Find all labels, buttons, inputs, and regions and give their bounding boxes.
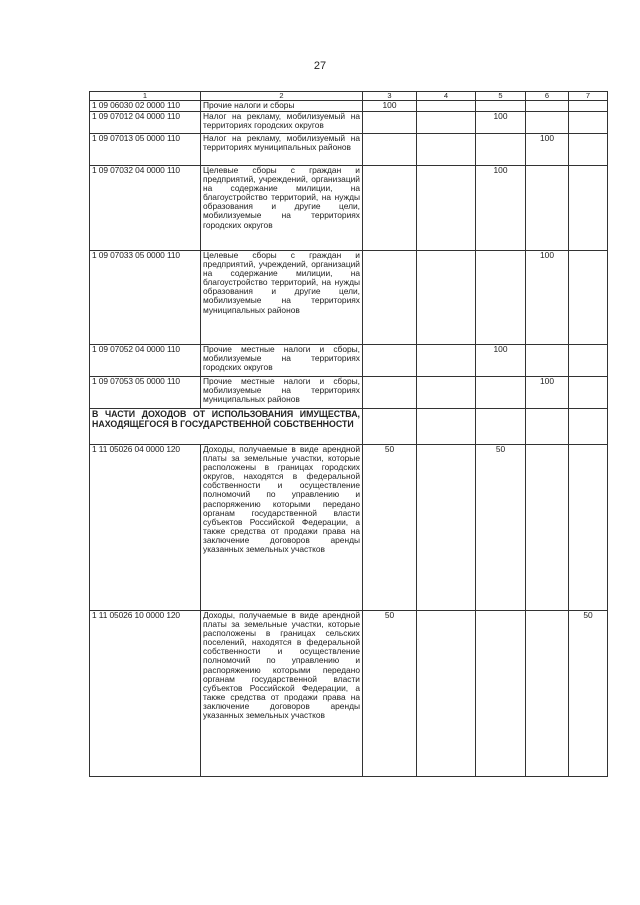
value-col6: 100 xyxy=(526,251,569,345)
table-row xyxy=(90,345,608,377)
income-code: 1 09 07033 05 0000 110 xyxy=(90,251,201,345)
value-col7 xyxy=(569,166,608,251)
column-number: 6 xyxy=(526,92,569,101)
income-code: 1 09 07052 04 0000 110 xyxy=(90,345,201,377)
value-col5: 100 xyxy=(476,166,526,251)
income-code: 1 11 05026 04 0000 120 xyxy=(90,445,201,611)
income-code: 1 09 07053 05 0000 110 xyxy=(90,377,201,409)
value-col5 xyxy=(476,134,526,166)
value-col6 xyxy=(526,611,569,777)
value-col5 xyxy=(476,101,526,112)
table-row xyxy=(90,251,608,345)
table-row xyxy=(90,611,608,777)
budget-table xyxy=(89,91,608,777)
value-col3: 50 xyxy=(363,611,417,777)
section-heading-row xyxy=(90,409,608,445)
value-col4 xyxy=(417,134,476,166)
value-col5 xyxy=(476,251,526,345)
value-col5: 50 xyxy=(476,445,526,611)
value-col4 xyxy=(417,445,476,611)
value-col7 xyxy=(569,112,608,134)
income-code: 1 09 07013 05 0000 110 xyxy=(90,134,201,166)
value-col6: 100 xyxy=(526,134,569,166)
value-col6 xyxy=(526,345,569,377)
income-name: Доходы, получаемые в виде арендной платы за земельные участки, которые расположены в границах городских округов, находятся в федеральной собственности и осуществление полномочий по управлению и распоряжению которыми передано органам государственной власти субъектов Российской Федерации, а также средства от продажи права на заключение договоров аренды указанных земельных участков xyxy=(201,445,363,611)
value-col5 xyxy=(476,377,526,409)
value-col5 xyxy=(476,611,526,777)
section-heading: В ЧАСТИ ДОХОДОВ ОТ ИСПОЛЬЗОВАНИЯ ИМУЩЕСТВА, НАХОДЯЩЕГОСЯ В ГОСУДАРСТВЕННОЙ СОБСТВЕННОСТИ xyxy=(90,409,363,445)
table-row xyxy=(90,112,608,134)
income-code: 1 09 06030 02 0000 110 xyxy=(90,101,201,112)
value-col7 xyxy=(569,377,608,409)
value-col3: 50 xyxy=(363,445,417,611)
value-col6 xyxy=(526,101,569,112)
value-col4 xyxy=(417,251,476,345)
table-row xyxy=(90,377,608,409)
income-code: 1 09 07012 04 0000 110 xyxy=(90,112,201,134)
column-number: 5 xyxy=(476,92,526,101)
table-row xyxy=(90,445,608,611)
value-col3 xyxy=(363,134,417,166)
value-col4 xyxy=(417,166,476,251)
value-col7: 50 xyxy=(569,611,608,777)
value-col4 xyxy=(417,112,476,134)
value-col4 xyxy=(417,377,476,409)
value-col3: 100 xyxy=(363,101,417,112)
value-col7 xyxy=(569,101,608,112)
income-code: 1 11 05026 10 0000 120 xyxy=(90,611,201,777)
income-name: Налог на рекламу, мобилизуемый на территориях муниципальных районов xyxy=(201,134,363,166)
value-col3 xyxy=(363,112,417,134)
income-name: Прочие местные налоги и сборы, мобилизуемые на территориях муниципальных районов xyxy=(201,377,363,409)
value-col7 xyxy=(569,345,608,377)
value-col5: 100 xyxy=(476,345,526,377)
column-number: 1 xyxy=(90,92,201,101)
income-name: Доходы, получаемые в виде арендной платы за земельные участки, которые расположены в границах сельских поселений, находятся в федеральной собственности и осуществление полномочий по управлению и распоряжению которыми передано органам государственной власти субъектов Российской Федерации, а также средства от продажи права на заключение договоров аренды указанных земельных участков xyxy=(201,611,363,777)
value-col3 xyxy=(363,166,417,251)
value-col6: 100 xyxy=(526,377,569,409)
column-number: 3 xyxy=(363,92,417,101)
value-col7 xyxy=(569,445,608,611)
value-col7 xyxy=(569,251,608,345)
value-col4 xyxy=(417,101,476,112)
value-col5: 100 xyxy=(476,112,526,134)
value-col6 xyxy=(526,445,569,611)
income-name: Целевые сборы с граждан и предприятий, учреждений, организаций на содержание милиции, на благоустройство территорий, на нужды образования и другие цели, мобилизуемые на территориях городских округов xyxy=(201,166,363,251)
value-col4 xyxy=(417,611,476,777)
income-name: Налог на рекламу, мобилизуемый на территориях городских округов xyxy=(201,112,363,134)
page-number: 27 xyxy=(313,60,327,72)
income-code: 1 09 07032 04 0000 110 xyxy=(90,166,201,251)
value-col3 xyxy=(363,345,417,377)
column-number: 7 xyxy=(569,92,608,101)
value-col7 xyxy=(569,134,608,166)
column-number: 4 xyxy=(417,92,476,101)
income-name: Прочие местные налоги и сборы, мобилизуемые на территориях городских округов xyxy=(201,345,363,377)
value-col4 xyxy=(417,345,476,377)
table-row xyxy=(90,101,608,112)
value-col6 xyxy=(526,166,569,251)
table-row xyxy=(90,166,608,251)
value-col6 xyxy=(526,112,569,134)
value-col3 xyxy=(363,251,417,345)
income-name: Целевые сборы с граждан и предприятий, учреждений, организаций на содержание милиции, на благоустройство территорий, на нужды образования и другие цели, мобилизуемые на территориях муниципальных районов xyxy=(201,251,363,345)
value-col3 xyxy=(363,377,417,409)
column-number: 2 xyxy=(201,92,363,101)
income-name: Прочие налоги и сборы xyxy=(201,101,363,112)
table-row xyxy=(90,134,608,166)
